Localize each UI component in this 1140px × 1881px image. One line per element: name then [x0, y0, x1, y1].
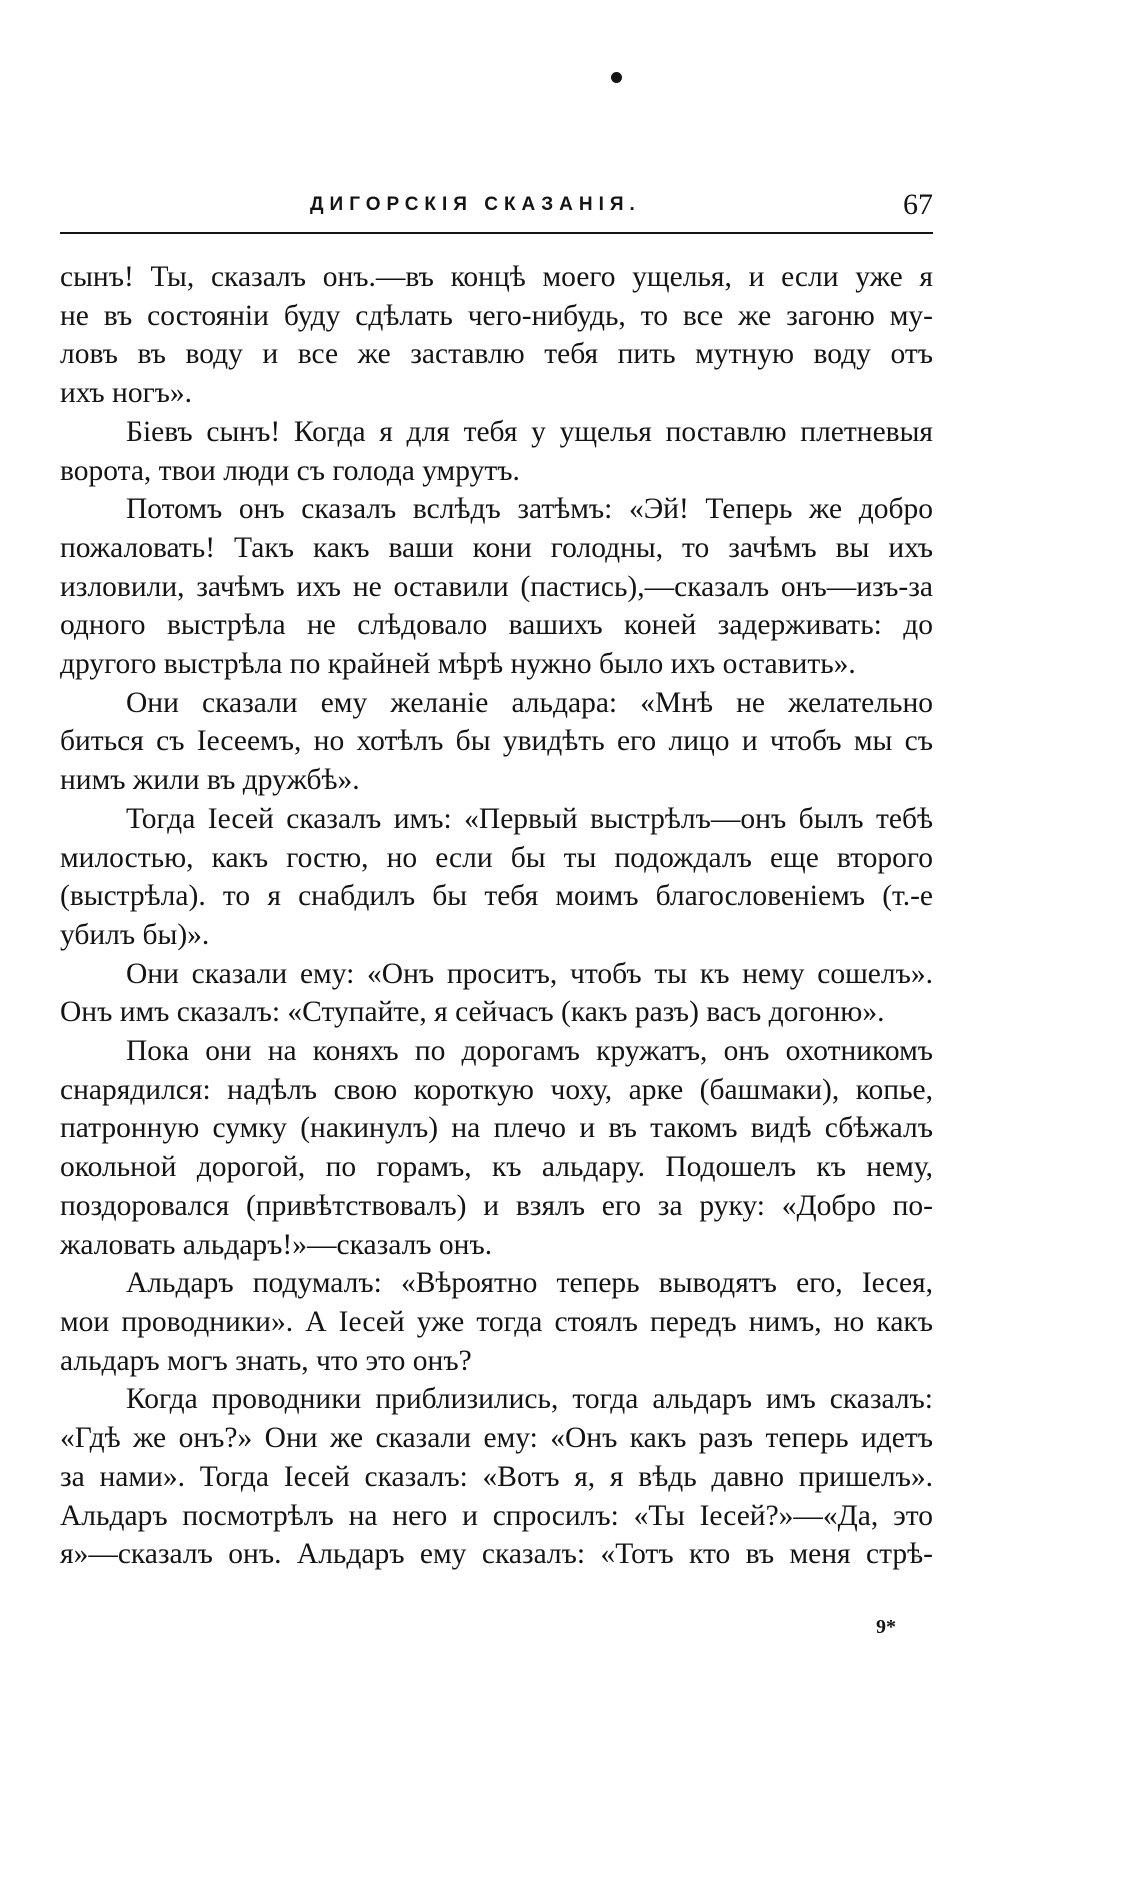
text-line: Пока они на коняхъ по дорогамъ кружатъ, онъ охотникомъ — [126, 1035, 933, 1068]
signature-mark: 9* — [876, 1616, 896, 1638]
text-line: биться съ Іесеемъ, но хотѣлъ бы увидѣть его лицо и чтобъ мы съ — [60, 725, 933, 758]
text-line: другого выстрѣла по крайней мѣрѣ нужно было ихъ оставить». — [60, 648, 856, 681]
ink-dot — [611, 72, 622, 83]
text-line: поздоровался (привѣтствовалъ) и взялъ его за руку: «Добро по- — [60, 1189, 933, 1222]
text-line: милостью, какъ гостю, но если бы ты подождалъ еще второго — [60, 841, 933, 874]
text-line: я»—сказалъ онъ. Альдаръ ему сказалъ: «Тотъ кто въ меня стрѣ- — [60, 1538, 933, 1571]
text-line: пожаловать! Такъ какъ ваши кони голодны, то зачѣмъ вы ихъ — [60, 531, 933, 564]
text-line: ихъ ногъ». — [60, 377, 193, 410]
text-line: Тогда Іесей сказалъ имъ: «Первый выстрѣлъ—онъ былъ тебѣ — [126, 802, 933, 835]
text-line: изловили, зачѣмъ ихъ не оставили (пастись),—сказалъ онъ—изъ-за — [60, 570, 933, 603]
text-line: ловъ въ воду и все же заставлю тебя пить мутную воду отъ — [60, 338, 933, 371]
text-line: одного выстрѣла не слѣдовало вашихъ коней задерживать: до — [60, 609, 933, 642]
text-line: окольной дорогой, по горамъ, къ альдару. Подошелъ къ нему, — [60, 1151, 933, 1184]
text-line: мои проводники». А Іесей уже тогда стоялъ передъ нимъ, но какъ — [60, 1305, 933, 1338]
page-number: 67 — [903, 188, 933, 221]
body-text — [60, 258, 933, 1574]
text-line: сынъ! Ты, сказалъ онъ.—въ концѣ моего ущелья, и если уже я — [60, 261, 933, 293]
text-line: «Гдѣ же онъ?» Они же сказали ему: «Онъ какъ разъ теперь идетъ — [60, 1422, 933, 1455]
text-line: альдаръ могъ знать, что это онъ? — [60, 1344, 472, 1377]
text-line: не въ состояніи буду сдѣлать чего-нибудь, то все же загоню му- — [60, 299, 933, 332]
text-line: Онъ имъ сказалъ: «Ступайте, я сейчасъ (какъ разъ) васъ догоню». — [60, 996, 885, 1029]
text-line: жаловать альдаръ!»—сказалъ онъ. — [60, 1228, 493, 1261]
text-line: Альдаръ подумалъ: «Вѣроятно теперь выводятъ его, Іесея, — [126, 1267, 933, 1300]
text-line: нимъ жили въ дружбѣ». — [60, 764, 360, 797]
text-line: патронную сумку (накинулъ) на плечо и въ такомъ видѣ сбѣжалъ — [60, 1112, 933, 1145]
text-line: Потомъ онъ сказалъ вслѣдъ затѣмъ: «Эй! Теперь же добро — [126, 493, 933, 526]
text-line: за нами». Тогда Іесей сказалъ: «Вотъ я, я вѣдь давно пришелъ». — [60, 1460, 933, 1493]
running-title: ДИГОРСКІЯ СКАЗАНІЯ. — [310, 194, 641, 215]
text-line: убилъ бы)». — [60, 918, 210, 951]
text-line: Они сказали ему желаніе альдара: «Мнѣ не желательно — [126, 686, 933, 719]
text-line: Альдаръ посмотрѣлъ на него и спросилъ: «Ты Іесей?»—«Да, это — [60, 1499, 933, 1532]
text-line: Біевъ сынъ! Когда я для тебя у ущелья поставлю плетневыя — [126, 415, 933, 448]
running-header — [60, 188, 933, 228]
text-line: ворота, твои люди съ голода умрутъ. — [60, 454, 520, 487]
text-line: (выстрѣла). то я снабдилъ бы тебя моимъ благословеніемъ (т.-е — [60, 880, 933, 913]
text-line: снарядился: надѣлъ свою короткую чоху, арке (башмаки), копье, — [60, 1073, 933, 1106]
text-line: Они сказали ему: «Онъ проситъ, чтобъ ты къ нему сошелъ». — [126, 957, 933, 990]
header-rule — [60, 232, 933, 234]
text-line: Когда проводники приблизились, тогда альдаръ имъ сказалъ: — [126, 1383, 933, 1416]
